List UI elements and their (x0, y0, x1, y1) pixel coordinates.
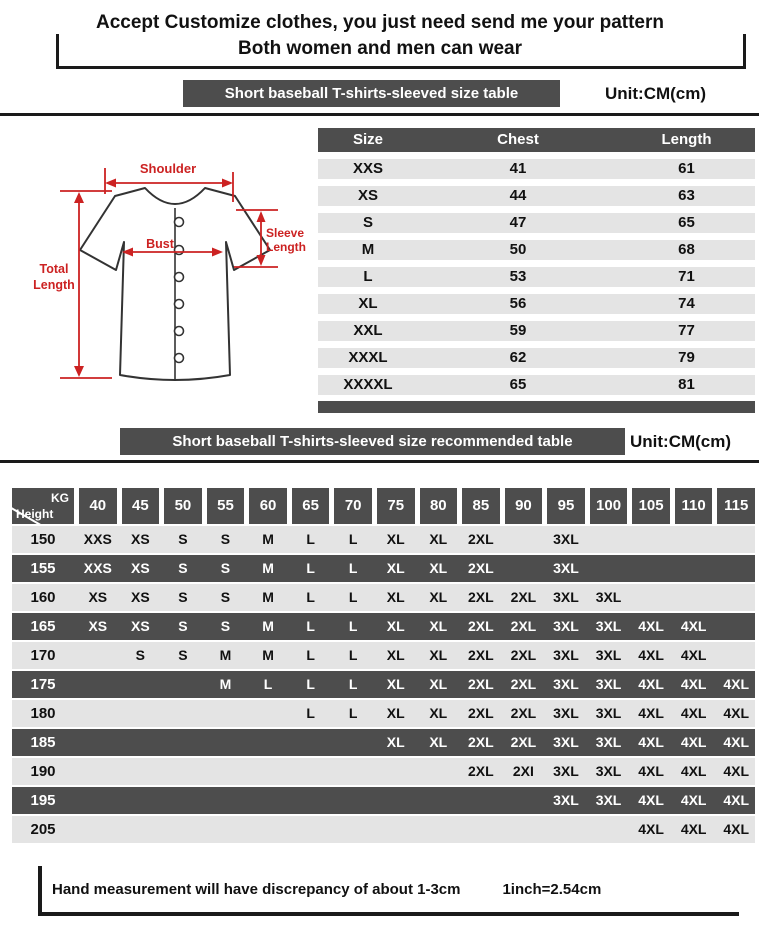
recommended-size-cell (590, 555, 628, 582)
recommended-size-cell: 4XL (680, 705, 707, 721)
recommended-size-cell: 4XL (680, 792, 707, 808)
recommended-size-cell: XS (131, 589, 150, 605)
recommended-size-cell: 3XL (595, 792, 622, 808)
recommended-size-cell: S (178, 618, 188, 634)
recommended-size-cell: XL (429, 705, 448, 721)
height-label: 160 (30, 589, 56, 606)
divider-line-2 (0, 460, 759, 463)
recommended-size-cell (207, 758, 245, 785)
recommended-size-cell (164, 671, 202, 698)
recommended-size-cell: S (220, 531, 231, 547)
weight-header-cell: 75 (377, 488, 415, 524)
chest-value: 56 (509, 295, 527, 312)
recommended-size-cell (717, 642, 755, 669)
recommended-size-cell (292, 816, 330, 843)
sleeve-length-label-2: Length (266, 240, 306, 254)
rec-table-row (12, 787, 755, 814)
recommended-size-cell: 2XL (468, 647, 494, 663)
recommended-size-cell: 3XL (595, 705, 622, 721)
recommended-size-cell: S (178, 589, 188, 605)
shoulder-label: Shoulder (139, 161, 197, 176)
size-table-unit-label: Unit:CM(cm) (605, 84, 707, 103)
chest-value: 65 (509, 376, 527, 393)
size-table-row (318, 240, 755, 260)
recommended-size-cell: 2XI (512, 763, 534, 779)
recommended-size-cell: 4XL (723, 821, 750, 837)
size-table-row (318, 267, 755, 287)
chest-value: 44 (509, 187, 527, 204)
recommended-size-cell: 3XL (553, 618, 579, 634)
size-table-row (318, 213, 755, 233)
total-length-label-2: Length (33, 278, 75, 292)
recommended-size-cell: 4XL (723, 763, 750, 779)
size-table-row (318, 294, 755, 314)
recommended-size-cell: 4XL (638, 647, 664, 663)
recommended-size-cell (164, 787, 202, 814)
weight-header-cell: 40 (79, 488, 117, 524)
recommended-size-cell: 4XL (638, 821, 664, 837)
recommended-size-cell: L (306, 705, 315, 721)
weight-header-cell: 105 (632, 488, 670, 524)
recommended-size-cell (207, 729, 245, 756)
recommended-size-cell (79, 787, 117, 814)
recommended-size-cell (717, 526, 755, 553)
recommended-size-cell (334, 729, 372, 756)
recommended-size-cell: 4XL (638, 792, 664, 808)
recommended-size-cell: L (306, 560, 315, 576)
recommended-size-cell: 3XL (595, 647, 622, 663)
recommended-size-cell: XL (386, 705, 405, 721)
recommended-size-cell: S (220, 589, 231, 605)
weight-header-cell: 80 (420, 488, 458, 524)
recommend-table-section-title: Short baseball T-shirts-sleeved size recommended table (120, 428, 625, 455)
recommended-size-cell (164, 816, 202, 843)
total-length-label-1: Total (39, 262, 69, 276)
recommended-size-cell: M (262, 560, 274, 576)
recommended-size-cell: XL (386, 676, 405, 692)
recommended-size-cell: 2XL (468, 589, 494, 605)
recommended-size-cell: 3XL (553, 531, 579, 547)
weight-header-cell: 65 (292, 488, 330, 524)
recommended-size-cell: 3XL (553, 763, 579, 779)
recommended-size-cell (79, 758, 117, 785)
length-value: 71 (678, 268, 695, 285)
recommended-size-cell (79, 816, 117, 843)
recommended-size-cell: 2XL (468, 618, 494, 634)
size-label: L (363, 268, 373, 285)
chest-value: 62 (509, 349, 527, 366)
height-label: 155 (30, 560, 56, 577)
recommended-size-cell (164, 700, 202, 727)
recommended-size-cell: M (219, 676, 232, 692)
recommended-size-cell: M (262, 618, 274, 634)
chest-value: 47 (509, 214, 527, 231)
recommended-size-cell: 3XL (595, 618, 622, 634)
size-table-section-title: Short baseball T-shirts-sleeved size table (183, 80, 560, 107)
recommended-size-cell (79, 700, 117, 727)
recommended-size-cell (505, 526, 543, 553)
height-label: 165 (30, 618, 56, 635)
rec-table-row (12, 671, 755, 698)
recommended-size-cell (505, 816, 543, 843)
recommended-size-cell: XXS (83, 531, 112, 547)
recommended-size-cell (717, 584, 755, 611)
recommended-size-cell: S (135, 647, 146, 663)
recommended-size-cell: XS (88, 618, 108, 634)
recommended-size-cell: 3XL (595, 676, 622, 692)
rec-table-row (12, 816, 755, 843)
chest-value: 50 (509, 241, 527, 258)
recommended-size-cell: 4XL (680, 676, 707, 692)
recommended-size-cell: L (348, 618, 358, 634)
weight-header-cell: 60 (249, 488, 287, 524)
recommended-size-cell: 4XL (638, 618, 664, 634)
recommended-size-cell (334, 787, 372, 814)
recommended-size-cell: 3XL (553, 734, 579, 750)
recommended-size-cell: XS (131, 618, 150, 634)
recommended-size-cell: 3XL (595, 734, 622, 750)
recommended-size-cell: S (220, 560, 231, 576)
recommended-size-cell (249, 729, 287, 756)
recommended-size-cell: 2XL (510, 618, 537, 634)
kg-axis-label: KG (51, 491, 69, 505)
recommended-size-cell (717, 555, 755, 582)
size-table-row (318, 375, 755, 395)
recommended-size-cell (207, 787, 245, 814)
size-table-footer-bar (318, 401, 755, 413)
recommended-size-cell (164, 729, 202, 756)
height-label: 195 (30, 792, 56, 809)
weight-header-cell: 115 (717, 488, 755, 524)
recommended-size-cell: L (306, 589, 315, 605)
rec-table-row (12, 526, 755, 553)
recommended-size-cell: 2XL (510, 676, 537, 692)
recommended-size-cell (122, 700, 160, 727)
recommended-size-cell (164, 758, 202, 785)
recommended-size-cell (420, 816, 458, 843)
size-label: XL (358, 295, 378, 312)
size-label: XXS (352, 160, 383, 177)
recommended-size-cell: XL (429, 589, 448, 605)
recommended-size-cell: 2XL (510, 589, 537, 605)
size-label: XS (357, 187, 378, 204)
size-label: S (362, 214, 373, 231)
recommended-size-cell (462, 787, 500, 814)
recommended-size-cell (122, 758, 160, 785)
size-label: XXXL (348, 349, 388, 366)
size-table-rows (318, 159, 755, 395)
recommended-size-cell: 4XL (638, 705, 664, 721)
recommended-size-cell: XL (429, 676, 448, 692)
recommended-size-cell: 2XL (468, 676, 494, 692)
recommend-table (12, 488, 755, 843)
recommended-size-cell: XL (429, 734, 448, 750)
chest-value: 41 (509, 160, 527, 177)
recommended-size-cell (675, 555, 713, 582)
weight-header-cell: 70 (334, 488, 372, 524)
recommended-size-cell: 4XL (680, 763, 707, 779)
size-table-row (318, 186, 755, 206)
recommended-size-cell (207, 700, 245, 727)
recommended-size-cell: XL (429, 560, 448, 576)
rec-table-row (12, 613, 755, 640)
weight-header-cell: 95 (547, 488, 585, 524)
recommended-size-cell: S (220, 618, 231, 634)
recommended-size-cell (675, 584, 713, 611)
recommended-size-cell: L (306, 676, 315, 692)
bust-label: Bust (146, 237, 174, 251)
recommended-size-cell (122, 787, 160, 814)
rec-table-header (12, 488, 755, 524)
recommended-size-cell (590, 816, 628, 843)
recommended-size-cell: M (219, 647, 232, 663)
size-table-row (318, 159, 755, 179)
measurement-note: Hand measurement will have discrepancy of about 1-3cm (52, 880, 461, 898)
length-value: 68 (678, 241, 695, 258)
recommended-size-cell: XS (131, 560, 150, 576)
size-label: M (361, 241, 375, 258)
recommended-size-cell (590, 526, 628, 553)
recommended-size-cell: 3XL (595, 763, 622, 779)
rec-table-row (12, 700, 755, 727)
recommended-size-cell: S (178, 647, 188, 663)
recommended-size-cell: L (348, 531, 358, 547)
length-value: 77 (678, 322, 695, 339)
page-title-line2: Both women and men can wear (238, 38, 522, 59)
corner-cell (12, 488, 74, 524)
height-label: 185 (30, 734, 56, 751)
recommended-size-cell: M (262, 531, 274, 547)
recommended-size-cell: 4XL (638, 763, 664, 779)
recommended-size-cell (505, 555, 543, 582)
recommended-size-cell (717, 613, 755, 640)
recommended-size-cell: 2XL (510, 647, 537, 663)
recommended-size-cell: XL (429, 618, 448, 634)
recommended-size-cell (334, 758, 372, 785)
recommended-size-cell: 4XL (680, 821, 707, 837)
recommended-size-cell: 4XL (723, 705, 750, 721)
recommended-size-cell: XS (88, 589, 108, 605)
recommended-size-cell: 2XL (468, 734, 494, 750)
weight-header-cell: 110 (675, 488, 713, 524)
recommended-size-cell: M (262, 647, 274, 663)
recommended-size-cell: 2XL (468, 531, 494, 547)
size-table-row (318, 348, 755, 368)
recommended-size-cell: XL (429, 647, 448, 663)
recommended-size-cell: L (306, 618, 315, 634)
recommended-size-cell: L (348, 647, 358, 663)
recommended-size-cell (377, 758, 415, 785)
length-value: 65 (678, 214, 695, 231)
recommended-size-cell: XL (429, 531, 448, 547)
size-table (318, 128, 755, 413)
recommended-size-cell (547, 816, 585, 843)
length-value: 79 (678, 349, 695, 366)
recommended-size-cell (249, 700, 287, 727)
recommended-size-cell: 3XL (553, 792, 579, 808)
height-label: 175 (30, 676, 56, 693)
rec-table-row (12, 729, 755, 756)
height-label: 150 (30, 531, 56, 548)
recommended-size-cell (377, 816, 415, 843)
chest-value: 59 (509, 322, 527, 339)
recommended-size-cell: 3XL (553, 705, 579, 721)
recommended-size-cell: XL (386, 531, 405, 547)
recommended-size-cell: 2XL (510, 734, 537, 750)
recommended-size-cell: XS (131, 531, 150, 547)
recommended-size-cell: 2XL (468, 705, 494, 721)
page-title-line1: Accept Customize clothes, you just need send me your pattern (95, 12, 664, 33)
recommended-size-cell (420, 787, 458, 814)
recommended-size-cell: M (262, 589, 274, 605)
recommended-size-cell (292, 729, 330, 756)
recommended-size-cell: L (263, 676, 273, 692)
height-label: 180 (30, 705, 56, 722)
recommended-size-cell (505, 787, 543, 814)
recommended-size-cell (122, 729, 160, 756)
height-axis-label: Height (16, 507, 54, 521)
recommended-size-cell: 4XL (680, 734, 707, 750)
recommend-table-unit-label: Unit:CM(cm) (630, 432, 732, 451)
rec-table-row (12, 642, 755, 669)
height-label: 190 (30, 763, 56, 780)
recommended-size-cell: 4XL (638, 734, 664, 750)
size-column-header: Size (352, 131, 383, 148)
recommended-size-cell (207, 816, 245, 843)
length-column-header: Length (661, 131, 712, 148)
recommended-size-cell (249, 787, 287, 814)
recommended-size-cell: 3XL (595, 589, 622, 605)
recommended-size-cell: L (348, 676, 358, 692)
recommended-size-cell: 3XL (553, 560, 579, 576)
recommended-size-cell (79, 671, 117, 698)
recommended-size-cell: XL (386, 589, 405, 605)
recommended-size-cell (292, 758, 330, 785)
recommended-size-cell (79, 729, 117, 756)
recommended-size-cell: XXS (83, 560, 112, 576)
recommended-size-cell (122, 816, 160, 843)
recommended-size-cell: 2XL (510, 705, 537, 721)
recommended-size-cell (249, 816, 287, 843)
recommended-size-cell (632, 584, 670, 611)
recommended-size-cell: S (178, 531, 188, 547)
recommended-size-cell: XL (386, 734, 405, 750)
recommended-size-cell: XL (386, 560, 405, 576)
recommended-size-cell (632, 526, 670, 553)
recommended-size-cell (462, 816, 500, 843)
recommended-size-cell: 2XL (468, 763, 494, 779)
recommended-size-cell: 2XL (468, 560, 494, 576)
recommended-size-cell: L (306, 647, 315, 663)
length-value: 61 (678, 160, 695, 177)
recommended-size-cell: L (306, 531, 315, 547)
recommended-size-cell: 4XL (723, 734, 750, 750)
recommended-size-cell: 4XL (680, 647, 707, 663)
weight-header-cell: 45 (122, 488, 160, 524)
page-title (36, 10, 724, 62)
recommended-size-cell (632, 555, 670, 582)
recommended-size-cell (249, 758, 287, 785)
size-label: XXL (353, 322, 383, 339)
sleeve-length-label-1: Sleeve (266, 226, 305, 240)
weight-header-cell: 50 (164, 488, 202, 524)
recommended-size-cell: XL (386, 618, 405, 634)
recommended-size-cell: L (348, 560, 358, 576)
rec-table-body (12, 526, 755, 843)
weight-header-cell: 85 (462, 488, 500, 524)
recommended-size-cell (675, 526, 713, 553)
recommended-size-cell (292, 787, 330, 814)
chest-column-header: Chest (497, 131, 539, 148)
recommended-size-cell: L (348, 705, 358, 721)
recommended-size-cell: 3XL (553, 676, 579, 692)
size-label: XXXXL (343, 376, 393, 393)
size-table-row (318, 321, 755, 341)
chest-value: 53 (509, 268, 527, 285)
recommended-size-cell: 3XL (553, 647, 579, 663)
weight-header-cell: 55 (207, 488, 245, 524)
recommended-size-cell (420, 758, 458, 785)
size-table-header (318, 128, 755, 152)
recommended-size-cell (79, 642, 117, 669)
recommended-size-cell: 4XL (680, 618, 707, 634)
recommended-size-cell: XL (386, 647, 405, 663)
length-value: 74 (678, 295, 695, 312)
recommended-size-cell: L (348, 589, 358, 605)
recommended-size-cell (334, 816, 372, 843)
recommended-size-cell: 4XL (723, 792, 750, 808)
rec-table-row (12, 555, 755, 582)
tshirt-diagram (20, 130, 320, 420)
height-label: 205 (30, 821, 56, 838)
recommended-size-cell: 4XL (638, 676, 664, 692)
length-value: 81 (678, 376, 695, 393)
divider-line-1 (0, 113, 759, 116)
recommended-size-cell: S (178, 560, 188, 576)
rec-table-row (12, 758, 755, 785)
recommended-size-cell (122, 671, 160, 698)
footer-note-box (38, 866, 739, 916)
inch-conversion-note: 1inch=2.54cm (502, 880, 602, 898)
length-value: 63 (678, 187, 695, 204)
weight-header-cell: 100 (590, 488, 628, 524)
recommended-size-cell (377, 787, 415, 814)
height-label: 170 (30, 647, 56, 664)
recommended-size-cell: 3XL (553, 589, 579, 605)
weight-header-cell: 90 (505, 488, 543, 524)
recommended-size-cell: 4XL (723, 676, 750, 692)
rec-table-row (12, 584, 755, 611)
